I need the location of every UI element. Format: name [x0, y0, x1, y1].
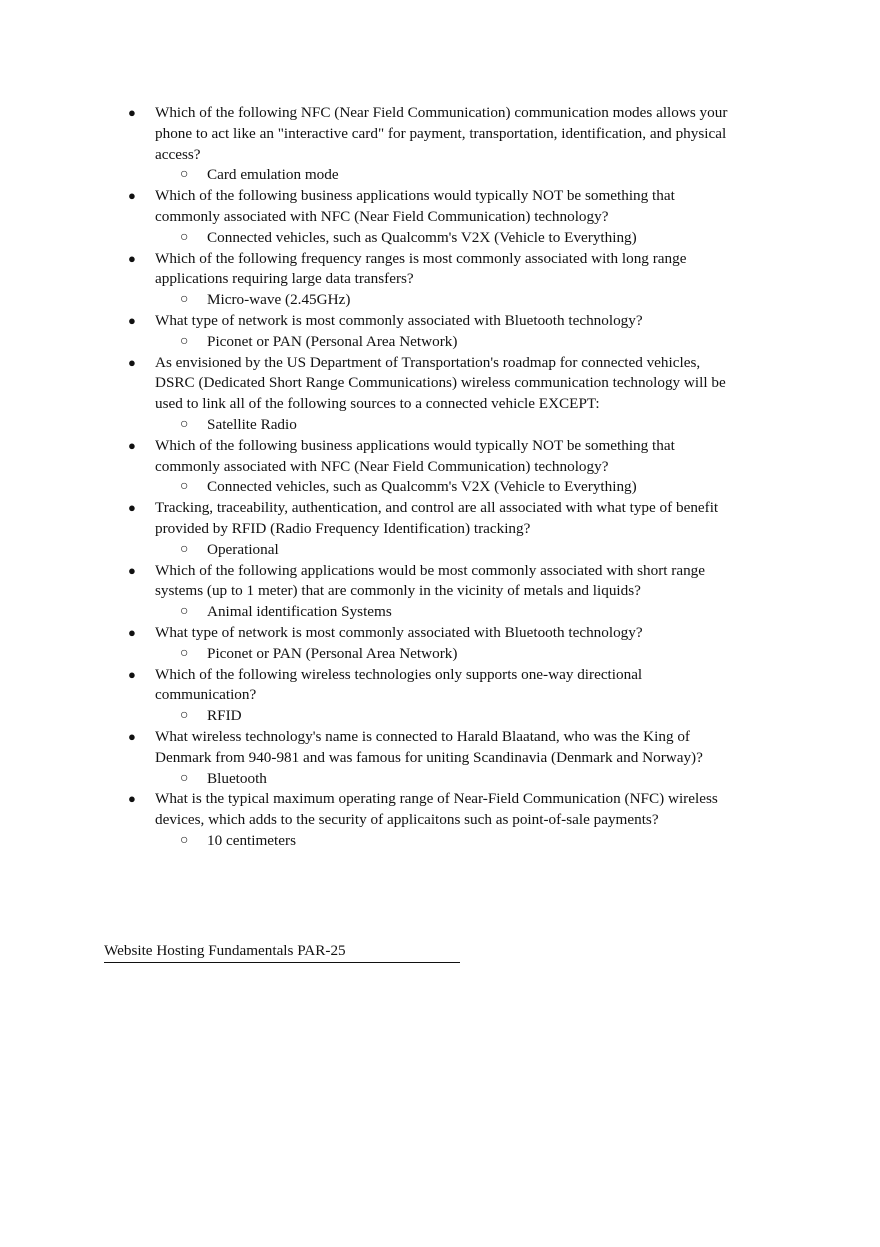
question-label: Which of the following business applications would typically NOT be something that commonly associated with NFC (Near Field Communication) technology?	[155, 187, 675, 225]
list-item	[0, 623, 880, 665]
answer-text	[0, 415, 880, 436]
question-label: Which of the following business applications would typically NOT be something that commonly associated with NFC (Near Field Communication) technology?	[155, 436, 675, 475]
question-text	[0, 249, 730, 291]
question-text	[0, 789, 730, 831]
answer-text	[0, 706, 880, 727]
question-text	[0, 436, 730, 478]
question-text	[0, 498, 730, 540]
list-item	[0, 353, 880, 436]
question-label: Which of the following applications would be most commonly associated with short range systems (up to 1 meter) that are commonly in the vicinity of metals and liquids?	[155, 561, 706, 600]
question-label: Tracking, traceability, authentication, and control are all associated with what type of benefit provided by RFID (Radio Frequency Identification) tracking?	[155, 499, 719, 537]
answer-label: Connected vehicles, such as Qualcomm's V2X (Vehicle to Everything)	[207, 228, 637, 246]
answer-label: Connected vehicles, such as Qualcomm's V2X (Vehicle to Everything)	[207, 478, 637, 496]
question-text	[0, 353, 730, 415]
bullet-icon: ●	[128, 624, 136, 640]
list-item	[0, 789, 880, 851]
circle-bullet-icon: ○	[180, 604, 189, 620]
bullet-icon: ●	[128, 562, 136, 578]
list-item	[0, 498, 880, 560]
question-text	[0, 561, 730, 603]
answer-label: Piconet or PAN (Personal Area Network)	[207, 332, 458, 350]
circle-bullet-icon: ○	[180, 333, 189, 349]
bullet-icon: ●	[128, 354, 136, 370]
question-label: What type of network is most commonly associated with Bluetooth technology?	[155, 623, 643, 641]
bullet-icon: ●	[128, 666, 136, 682]
answer-text	[0, 290, 880, 311]
bullet-icon: ●	[128, 312, 136, 328]
bullet-icon: ●	[128, 500, 136, 516]
answer-text	[0, 228, 880, 249]
circle-bullet-icon: ○	[180, 832, 189, 848]
answer-label: Animal identification Systems	[207, 603, 392, 621]
list-item	[0, 665, 880, 727]
question-label: Which of the following wireless technologies only supports one-way directional communication?	[155, 665, 643, 704]
circle-bullet-icon: ○	[180, 770, 189, 786]
circle-bullet-icon: ○	[180, 292, 189, 308]
list-item	[0, 103, 880, 186]
section-title	[104, 941, 460, 963]
section-title-text: Website Hosting Fundamentals PAR-25	[104, 942, 346, 959]
question-label: As envisioned by the US Department of Transportation's roadmap for connected vehicles, DSRC (Dedicated Short Range Communications) wireless communication technology will be used to link all of the following sources to a connected vehicle EXCEPT:	[155, 353, 726, 413]
answer-label: Bluetooth	[207, 769, 267, 787]
list-item	[0, 436, 880, 498]
circle-bullet-icon: ○	[180, 416, 189, 432]
bullet-icon: ●	[128, 728, 136, 744]
bullet-icon: ●	[128, 437, 136, 453]
answer-text	[0, 540, 880, 561]
answer-label: Satellite Radio	[207, 415, 297, 433]
question-label: What wireless technology's name is connected to Harald Blaatand, who was the King of Denmark from 940-981 and was famous for uniting Scandinavia (Denmark and Norway)?	[155, 727, 703, 766]
question-text	[0, 727, 730, 769]
question-label: What type of network is most commonly associated with Bluetooth technology?	[155, 311, 643, 329]
answer-text	[0, 831, 880, 852]
answer-label: Operational	[207, 540, 279, 558]
bullet-icon: ●	[128, 791, 136, 807]
list-item	[0, 249, 880, 311]
question-text	[0, 665, 730, 707]
question-text	[0, 623, 730, 644]
bullet-icon: ●	[128, 250, 136, 266]
answer-label: Piconet or PAN (Personal Area Network)	[207, 644, 458, 662]
answer-text	[0, 602, 880, 623]
circle-bullet-icon: ○	[180, 229, 189, 245]
answer-label: Card emulation mode	[207, 166, 339, 184]
bullet-icon: ●	[128, 105, 136, 120]
list-item	[0, 186, 880, 248]
list-item	[0, 561, 880, 623]
question-list	[0, 103, 880, 852]
list-item	[0, 727, 880, 789]
circle-bullet-icon: ○	[180, 167, 189, 183]
circle-bullet-icon: ○	[180, 541, 189, 557]
answer-text	[0, 644, 880, 665]
answer-label: 10 centimeters	[207, 831, 296, 849]
question-label: Which of the following frequency ranges is most commonly associated with long range applications requiring large data transfers?	[155, 249, 687, 288]
answer-text	[0, 769, 880, 790]
question-text	[0, 103, 730, 165]
circle-bullet-icon: ○	[180, 645, 189, 661]
answer-label: Micro-wave (2.45GHz)	[207, 291, 351, 309]
answer-label: RFID	[207, 707, 242, 725]
bullet-icon: ●	[128, 188, 136, 204]
question-label: What is the typical maximum operating range of Near-Field Communication (NFC) wireless devices, which adds to the security of applicaitons such as point-of-sale payments?	[155, 790, 718, 829]
answer-text	[0, 477, 880, 498]
question-text	[0, 186, 730, 228]
circle-bullet-icon: ○	[180, 479, 189, 495]
list-item	[0, 311, 880, 353]
question-text	[0, 311, 730, 332]
question-label: Which of the following NFC (Near Field Communication) communication modes allows your phone to act like an "interactive card" for payment, transportation, identification, and physical access?	[155, 104, 728, 163]
circle-bullet-icon: ○	[180, 708, 189, 724]
answer-text	[0, 332, 880, 353]
answer-text	[0, 165, 880, 186]
